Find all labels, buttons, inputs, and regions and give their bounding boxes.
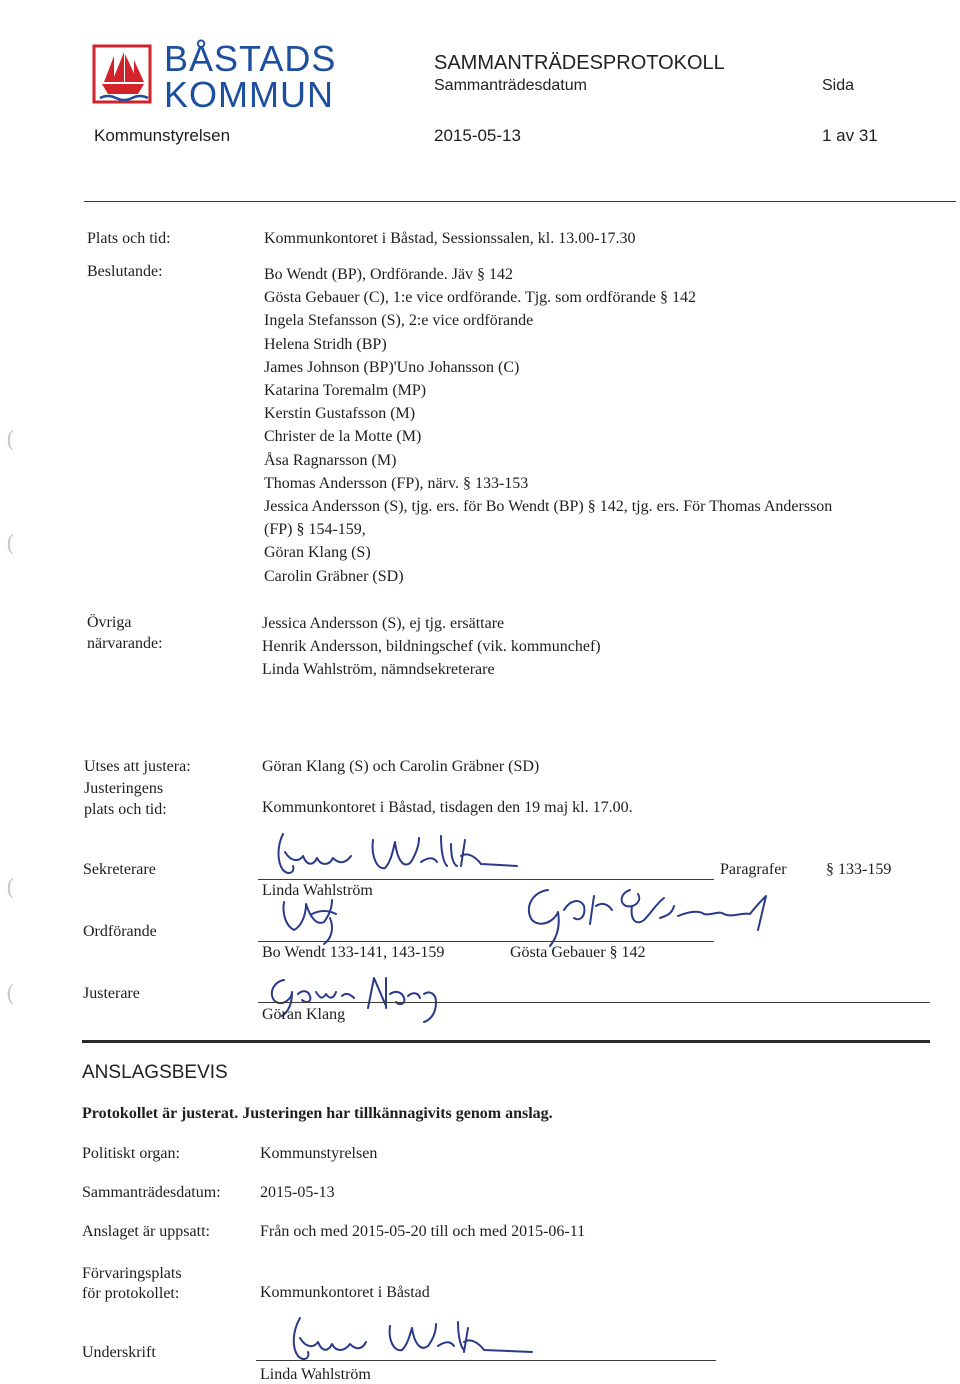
others-present-list	[262, 612, 601, 681]
list-item: Göran Klang (S)	[264, 544, 371, 562]
storage-label	[82, 1264, 182, 1304]
chair-label: Ordförande	[83, 923, 157, 940]
list-item: Linda Wahlström, nämndsekreterare	[262, 661, 495, 678]
list-item: Åsa Ragnarsson (M)	[264, 451, 397, 469]
decision-members-list	[264, 263, 832, 588]
list-item: Bo Wendt (BP), Ordförande. Jäv § 142	[264, 266, 514, 283]
anslag-statement: Protokollet är justerat. Justeringen har tillkännagivits genom anslag.	[82, 1105, 553, 1122]
adjusters-label: Utses att justera:	[84, 758, 191, 775]
page-label: Sida	[822, 77, 855, 94]
others-label-line-2: närvarande:	[87, 635, 163, 652]
anslag-title: ANSLAGSBEVIS	[82, 1062, 228, 1083]
list-item: (FP) § 154-159,	[264, 521, 366, 539]
chair-name-1: Bo Wendt 133-141, 143-159	[262, 944, 445, 961]
decision-makers-label: Beslutande:	[87, 263, 163, 280]
chair-name-2: Gösta Gebauer § 142	[510, 944, 646, 961]
adjusters-value: Göran Klang (S) och Carolin Gräbner (SD)	[262, 758, 540, 775]
margin-mark: (	[6, 532, 15, 557]
anslag-divider	[82, 1040, 930, 1043]
underskrift-label: Underskrift	[82, 1344, 156, 1361]
adjuster-label: Justerare	[83, 985, 140, 1002]
list-item: Jessica Andersson (S), tjg. ers. för Bo Wendt (BP) § 142, tjg. ers. För Thomas Andersson	[264, 498, 833, 516]
list-item: Jessica Andersson (S), ej tjg. ersättare	[262, 615, 505, 632]
page-number: 1 av 31	[822, 126, 878, 145]
margin-mark: (	[6, 876, 15, 901]
margin-mark: (	[6, 428, 15, 453]
margin-mark: (	[6, 982, 15, 1007]
posted-label: Anslaget är uppsatt:	[82, 1223, 210, 1240]
list-item: James Johnson (BP)'Uno Johansson (C)	[264, 358, 520, 376]
list-item: Kerstin Gustafsson (M)	[264, 405, 416, 423]
others-present-label	[87, 612, 163, 654]
list-item: Carolin Gräbner (SD)	[264, 567, 404, 585]
adjustment-place-label	[84, 778, 167, 820]
meeting-date-label: Sammanträdesdatum	[434, 77, 587, 94]
chair-signature-line	[258, 941, 714, 942]
organ-value: Kommunstyrelsen	[260, 1145, 378, 1162]
adjustment-label-line-1: Justeringens	[84, 780, 164, 797]
chair-signature-1	[272, 888, 362, 948]
adjustment-place-value: Kommunkontoret i Båstad, tisdagen den 19 maj kl. 17.00.	[262, 799, 633, 816]
storage-value: Kommunkontoret i Båstad	[260, 1284, 430, 1301]
list-item: Ingela Stefansson (S), 2:e vice ordförande	[264, 312, 534, 330]
others-label-line-1: Övriga	[87, 614, 132, 631]
place-time-label: Plats och tid:	[87, 230, 171, 247]
anslag-date-value: 2015-05-13	[260, 1184, 335, 1201]
logo-text-line-2: KOMMUN	[164, 74, 334, 115]
adjuster-signature-line	[258, 1002, 930, 1003]
storage-label-line-1: Förvaringsplats	[82, 1265, 182, 1282]
place-time-value: Kommunkontoret i Båstad, Sessionssalen, kl. 13.00-17.30	[264, 230, 636, 247]
committee-name: Kommunstyrelsen	[94, 126, 231, 145]
storage-label-line-2: för protokollet:	[82, 1285, 180, 1302]
ship-logo-icon	[92, 44, 154, 106]
list-item: Thomas Andersson (FP), närv. § 133-153	[264, 474, 529, 492]
list-item: Katarina Toremalm (MP)	[264, 382, 427, 400]
posted-value: Från och med 2015-05-20 till och med 2015-06-11	[260, 1223, 586, 1240]
underskrift-signature-line	[256, 1360, 716, 1361]
anslag-date-label: Sammanträdesdatum:	[82, 1184, 221, 1201]
list-item: Gösta Gebauer (C), 1:e vice ordförande. Tjg. som ordförande § 142	[264, 289, 697, 307]
adjustment-label-line-2: plats och tid:	[84, 801, 167, 818]
paragraphs-value: § 133-159	[826, 861, 892, 878]
document-title: SAMMANTRÄDESPROTOKOLL	[434, 52, 725, 74]
secretary-name: Linda Wahlström	[262, 882, 373, 899]
list-item: Helena Stridh (BP)	[264, 335, 387, 353]
paragraphs-label: Paragrafer	[720, 861, 787, 878]
underskrift-name: Linda Wahlström	[260, 1366, 371, 1383]
list-item: Christer de la Motte (M)	[264, 428, 422, 446]
organ-label: Politiskt organ:	[82, 1145, 180, 1162]
meeting-date: 2015-05-13	[434, 126, 521, 145]
adjuster-name: Göran Klang	[262, 1006, 346, 1023]
secretary-label: Sekreterare	[83, 861, 156, 878]
logo-text-line-1: BÅSTADS	[164, 38, 337, 79]
list-item: Henrik Andersson, bildningschef (vik. kommunchef)	[262, 638, 601, 655]
header-divider	[84, 201, 956, 202]
